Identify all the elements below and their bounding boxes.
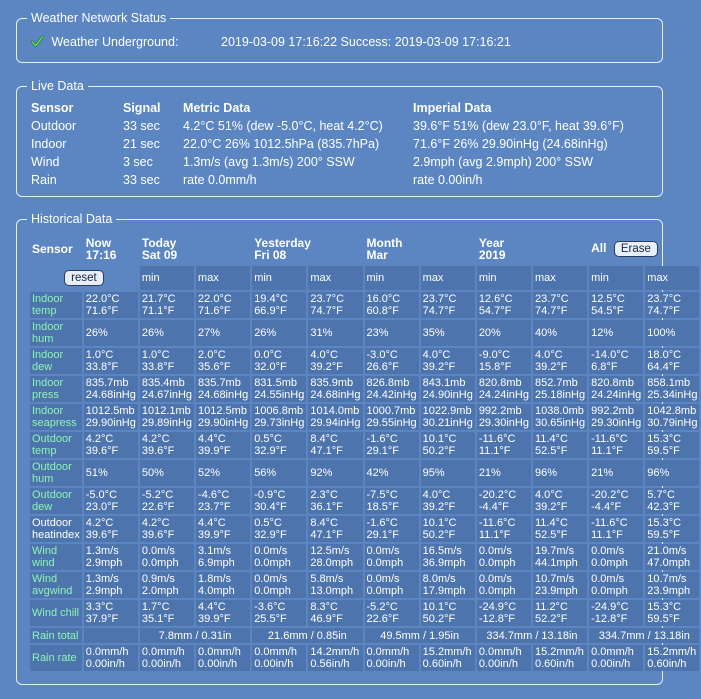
hist-value-cell: 0.5°C 32.9°F <box>252 432 306 458</box>
hist-value-cell: 12.5m/s 28.0mph <box>308 544 362 570</box>
hist-value-cell: 11.2°C 52.2°F <box>533 600 587 626</box>
network-status-panel <box>16 11 663 63</box>
hist-period-header-row <box>30 234 699 264</box>
hist-value-cell: 22.0°C 71.6°F <box>196 292 250 318</box>
hist-value-cell: 0.0m/s 0.0mph <box>252 572 306 598</box>
live-row <box>31 135 653 153</box>
hist-value-cell: 21.0m/s 47.0mph <box>645 544 699 570</box>
hist-value-cell: 4.2°C 39.6°F <box>140 432 194 458</box>
hist-value-cell: 23.7°C 74.7°F <box>421 292 475 318</box>
hist-value-cell: -11.6°C 11.1°F <box>477 516 531 542</box>
hist-value-cell: 14.2mm/h 0.56in/h <box>308 645 362 671</box>
hist-value-cell: 10.1°C 50.2°F <box>421 432 475 458</box>
hist-value-cell: 0.0m/s 0.0mph <box>365 572 419 598</box>
hist-value-cell: 0.5°C 32.9°F <box>252 516 306 542</box>
hist-value-cell: 4.0°C 39.2°F <box>421 488 475 514</box>
hist-header-all <box>589 234 699 264</box>
hist-header-today: Today Sat 09 <box>141 236 178 262</box>
hist-value-cell: 15.2mm/h 0.60in/h <box>533 645 587 671</box>
hist-value-cell: 96% <box>645 460 699 486</box>
hist-max-header: max <box>645 266 699 290</box>
reset-button[interactable]: reset <box>64 270 104 286</box>
live-header-row <box>31 99 653 117</box>
hist-row-label[interactable]: Indoor temp <box>30 292 82 318</box>
hist-value-cell: 26% <box>84 320 138 346</box>
hist-value-cell: 23.7°C 74.7°F <box>533 292 587 318</box>
hist-value-cell: -11.6°C 11.1°F <box>589 432 643 458</box>
hist-value-cell: 15.3°C 59.5°F <box>645 600 699 626</box>
live-metric: 22.0°C 26% 1012.5hPa (835.7hPa) <box>183 137 380 151</box>
hist-value-cell: 0.0m/s 0.0mph <box>477 544 531 570</box>
hist-value-cell: 992.2mb 29.30inHg <box>478 405 529 429</box>
live-header-signal: Signal <box>123 101 161 115</box>
hist-value-cell: 8.4°C 47.1°F <box>308 432 362 458</box>
hist-row <box>30 320 699 346</box>
hist-row <box>30 292 699 318</box>
hist-value-cell: 23.7°C 74.7°F <box>308 292 362 318</box>
hist-value-cell: 56% <box>252 460 306 486</box>
hist-value-cell: 11.4°C 52.5°F <box>533 516 587 542</box>
hist-value-cell: 26% <box>140 320 194 346</box>
live-imperial: 2.9mph (avg 2.9mph) 200° SSW <box>413 155 594 169</box>
live-metric: rate 0.0mm/h <box>183 173 257 187</box>
live-signal: 33 sec <box>123 119 160 133</box>
hist-value-cell: 96% <box>533 460 587 486</box>
network-service-status: 2019-03-09 17:16:22 Success: 2019-03-09 17:16:21 <box>221 35 511 49</box>
rain-total-value: 334.7mm / 13.18in <box>477 628 587 643</box>
hist-value-cell: 12.5°C 54.5°F <box>589 292 643 318</box>
hist-value-cell: 0.0m/s 0.0mph <box>252 544 306 570</box>
hist-value-cell: 40% <box>533 320 587 346</box>
hist-value-cell: 858.1mb 25.34inHg <box>647 377 698 401</box>
hist-value-cell: 10.7m/s 23.9mph <box>645 572 699 598</box>
hist-value-cell: 1014.0mb 29.94inHg <box>310 405 361 429</box>
hist-value-cell: 4.4°C 39.9°F <box>196 432 250 458</box>
hist-value-cell: 0.0mm/h 0.00in/h <box>196 645 250 671</box>
hist-value-cell: 852.7mb 25.18inHg <box>534 377 586 401</box>
hist-value-cell: 4.4°C 39.9°F <box>196 516 250 542</box>
hist-max-header: max <box>421 266 475 290</box>
hist-value-cell: 1000.7mb 29.55inHg <box>366 405 417 429</box>
hist-value-cell: 0.9m/s 2.0mph <box>140 572 194 598</box>
live-header-imperial: Imperial Data <box>413 101 492 115</box>
hist-value-cell: 92% <box>308 460 362 486</box>
hist-value-cell: 1.3m/s 2.9mph <box>84 572 138 598</box>
hist-value-cell: 12.6°C 54.7°F <box>477 292 531 318</box>
hist-row <box>30 376 699 402</box>
live-signal: 3 sec <box>123 155 153 169</box>
hist-value-cell: 23.7°C 74.7°F <box>645 292 699 318</box>
hist-value-cell: 31% <box>308 320 362 346</box>
hist-value-cell: 42% <box>365 460 419 486</box>
hist-minmax-header-row <box>30 266 699 290</box>
hist-value-cell: 5.7°C 42.3°F <box>645 488 699 514</box>
hist-value-cell: 51% <box>84 460 138 486</box>
hist-value-cell: 835.9mb 24.68inHg <box>310 377 361 401</box>
hist-value-cell: 1006.8mb 29.73inHg <box>254 405 305 429</box>
hist-value-cell: 831.5mb 24.55inHg <box>254 377 305 401</box>
live-row <box>31 117 653 135</box>
hist-row-label[interactable]: Outdoor temp <box>30 432 82 458</box>
hist-value-cell: 0.0mm/h 0.00in/h <box>365 645 419 671</box>
network-status-legend: Weather Network Status <box>27 10 170 26</box>
hist-value-cell: 19.4°C 66.9°F <box>252 292 306 318</box>
hist-value-cell: 1.3m/s 2.9mph <box>84 544 138 570</box>
hist-value-cell: 50% <box>140 460 194 486</box>
hist-value-cell: -20.2°C -4.4°F <box>589 488 643 514</box>
live-header-metric: Metric Data <box>183 101 251 115</box>
hist-value-cell: 0.0m/s 0.0mph <box>365 544 419 570</box>
hist-value-cell: 5.8m/s 13.0mph <box>308 572 362 598</box>
hist-value-cell: 820.8mb 24.24inHg <box>478 377 529 401</box>
hist-max-header: max <box>308 266 362 290</box>
hist-value-cell: 18.0°C 64.4°F <box>645 348 699 374</box>
hist-value-cell: 4.2°C 39.6°F <box>140 516 194 542</box>
hist-value-cell: 820.8mb 24.24inHg <box>591 377 642 401</box>
hist-value-cell: -9.0°C 15.8°F <box>477 348 531 374</box>
hist-value-cell: 0.0m/s 0.0mph <box>589 572 643 598</box>
rain-total-now-empty <box>84 628 138 643</box>
hist-value-cell: 1.0°C 33.8°F <box>84 348 138 374</box>
hist-header-all-label: All <box>591 241 607 255</box>
hist-value-cell: 16.0°C 60.8°F <box>365 292 419 318</box>
hist-value-cell: -5.2°C 22.6°F <box>365 600 419 626</box>
hist-header-yesterday: Yesterday Fri 08 <box>254 236 311 262</box>
hist-value-cell: 0.0m/s 0.0mph <box>589 544 643 570</box>
hist-value-cell: 1042.8mb 30.79inHg <box>647 405 698 429</box>
hist-min-header: min <box>140 266 194 290</box>
hist-value-cell: 0.0mm/h 0.00in/h <box>140 645 194 671</box>
hist-reset-cell <box>30 266 138 290</box>
hist-value-cell: 4.0°C 39.2°F <box>308 348 362 374</box>
hist-value-cell: 992.2mb 29.30inHg <box>591 405 642 429</box>
hist-header-now: Now 17:16 <box>85 236 117 262</box>
hist-value-cell: 835.7mb 24.68inHg <box>85 377 136 401</box>
hist-row <box>30 404 699 430</box>
hist-value-cell: -1.6°C 29.1°F <box>365 516 419 542</box>
live-imperial: 39.6°F 51% (dew 23.0°F, heat 39.6°F) <box>413 119 624 133</box>
hist-value-cell: 0.0m/s 0.0mph <box>477 572 531 598</box>
hist-value-cell: 1012.5mb 29.90inHg <box>85 405 136 429</box>
hist-value-cell: 0.0mm/h 0.00in/h <box>252 645 306 671</box>
hist-row-label[interactable]: Indoor dew <box>30 348 82 374</box>
historical-data-table <box>28 232 701 673</box>
rain-total-value: 334.7mm / 13.18in <box>589 628 699 643</box>
hist-value-cell: 95% <box>421 460 475 486</box>
hist-row-label[interactable]: Wind avgwind <box>30 572 82 598</box>
hist-value-cell: 3.3°C 37.9°F <box>84 600 138 626</box>
hist-value-cell: 10.1°C 50.2°F <box>421 600 475 626</box>
live-row <box>31 171 653 189</box>
hist-value-cell: 835.4mb 24.67inHg <box>141 377 193 401</box>
hist-value-cell: 16.5m/s 36.9mph <box>421 544 475 570</box>
rain-total-value: 21.6mm / 0.85in <box>252 628 362 643</box>
hist-value-cell: 8.3°C 46.9°F <box>308 600 362 626</box>
hist-row-label: Outdoor heatindex <box>32 517 80 541</box>
hist-value-cell: 23% <box>365 320 419 346</box>
hist-value-cell: 1.8m/s 4.0mph <box>196 572 250 598</box>
hist-value-cell: 35% <box>421 320 475 346</box>
live-metric: 4.2°C 51% (dew -5.0°C, heat 4.2°C) <box>183 119 383 133</box>
hist-value-cell: 4.2°C 39.6°F <box>84 432 138 458</box>
hist-value-cell: 835.7mb 24.68inHg <box>198 377 249 401</box>
hist-value-cell: 0.0mm/h 0.00in/h <box>84 645 138 671</box>
live-signal: 21 sec <box>123 137 160 151</box>
hist-value-cell: -11.6°C 11.1°F <box>477 432 531 458</box>
live-data-panel <box>16 79 663 197</box>
erase-button[interactable]: Erase <box>614 241 658 257</box>
hist-value-cell: 4.0°C 39.2°F <box>421 348 475 374</box>
hist-value-cell: 1038.0mb 30.65inHg <box>534 405 586 429</box>
hist-value-cell: 1012.1mb 29.89inHg <box>141 405 193 429</box>
hist-value-cell: 22.0°C 71.6°F <box>84 292 138 318</box>
hist-value-cell: 0.0m/s 0.0mph <box>140 544 194 570</box>
live-row <box>31 153 653 171</box>
hist-value-cell: 15.3°C 59.5°F <box>645 432 699 458</box>
hist-value-cell: 826.8mb 24.42inHg <box>366 377 417 401</box>
hist-value-cell: 21% <box>477 460 531 486</box>
hist-value-cell: -0.9°C 30.4°F <box>252 488 306 514</box>
hist-value-cell: 15.2mm/h 0.60in/h <box>645 645 699 671</box>
live-signal: 33 sec <box>123 173 160 187</box>
hist-value-cell: 10.7m/s 23.9mph <box>533 572 587 598</box>
hist-row-label[interactable]: Indoor hum <box>30 320 82 346</box>
hist-row <box>30 348 699 374</box>
hist-value-cell: 2.3°C 36.1°F <box>308 488 362 514</box>
hist-value-cell: -20.2°C -4.4°F <box>477 488 531 514</box>
hist-max-header: max <box>196 266 250 290</box>
hist-value-cell: -5.2°C 22.6°F <box>140 488 194 514</box>
hist-value-cell: 8.0m/s 17.9mph <box>421 572 475 598</box>
network-service-label: Weather Underground: <box>51 35 179 49</box>
hist-row-label[interactable]: Wind chill <box>30 600 82 626</box>
hist-value-cell: 11.4°C 52.5°F <box>533 432 587 458</box>
live-sensor: Outdoor <box>31 119 77 133</box>
hist-row <box>30 488 699 514</box>
hist-value-cell: -4.6°C 23.7°F <box>196 488 250 514</box>
hist-value-cell: 20% <box>477 320 531 346</box>
hist-value-cell: -24.9°C -12.8°F <box>589 600 643 626</box>
hist-min-header: min <box>589 266 643 290</box>
hist-value-cell: 15.2mm/h 0.60in/h <box>421 645 475 671</box>
hist-value-cell: 26% <box>252 320 306 346</box>
hist-value-cell: -14.0°C 6.8°F <box>589 348 643 374</box>
hist-value-cell: 21.7°C 71.1°F <box>140 292 194 318</box>
hist-value-cell: 843.1mb 24.90inHg <box>422 377 473 401</box>
hist-value-cell: 0.0mm/h 0.00in/h <box>477 645 531 671</box>
hist-value-cell: 1022.9mb 30.21inHg <box>422 405 473 429</box>
hist-value-cell: 12% <box>589 320 643 346</box>
hist-value-cell: -3.6°C 25.5°F <box>252 600 306 626</box>
hist-value-cell: 0.0°C 32.0°F <box>252 348 306 374</box>
hist-value-cell: 8.4°C 47.1°F <box>308 516 362 542</box>
hist-row-label[interactable]: Indoor press <box>30 376 82 402</box>
hist-row <box>30 572 699 598</box>
rain-total-value: 7.8mm / 0.31in <box>140 628 250 643</box>
live-imperial: rate 0.00in/h <box>413 173 483 187</box>
hist-value-cell: 15.3°C 59.5°F <box>645 516 699 542</box>
hist-value-cell: -11.6°C 11.1°F <box>589 516 643 542</box>
network-status-row <box>31 35 511 49</box>
hist-value-cell: 1.7°C 35.1°F <box>140 600 194 626</box>
checkmark-icon <box>31 35 44 48</box>
hist-value-cell: 21% <box>589 460 643 486</box>
rain-total-label[interactable]: Rain total <box>30 628 82 643</box>
live-data-legend: Live Data <box>27 78 88 94</box>
hist-value-cell: 52% <box>196 460 250 486</box>
hist-value-cell: 0.0mm/h 0.00in/h <box>589 645 643 671</box>
hist-value-cell: 100% <box>645 320 699 346</box>
rain-total-value: 49.5mm / 1.95in <box>365 628 475 643</box>
hist-header-year: Year 2019 <box>478 236 506 262</box>
hist-value-cell: 4.4°C 39.9°F <box>196 600 250 626</box>
live-sensor: Wind <box>31 155 60 169</box>
hist-value-cell: 10.1°C 50.2°F <box>421 516 475 542</box>
hist-row <box>30 516 699 542</box>
hist-max-header: max <box>533 266 587 290</box>
hist-value-cell: -7.5°C 18.5°F <box>365 488 419 514</box>
hist-value-cell: 2.0°C 35.6°F <box>196 348 250 374</box>
hist-value-cell: -1.6°C 29.1°F <box>365 432 419 458</box>
hist-row <box>30 432 699 458</box>
hist-value-cell: 3.1m/s 6.9mph <box>196 544 250 570</box>
live-header-sensor: Sensor <box>31 101 74 115</box>
hist-header-month: Month Mar <box>366 236 403 262</box>
hist-value-cell: 4.0°C 39.2°F <box>533 348 587 374</box>
live-sensor: Rain <box>31 173 57 187</box>
hist-value-cell: 1.0°C 33.8°F <box>140 348 194 374</box>
hist-row <box>30 460 699 486</box>
hist-row <box>30 600 699 626</box>
live-imperial: 71.6°F 26% 29.90inHg (24.68inHg) <box>413 137 608 151</box>
hist-min-header: min <box>477 266 531 290</box>
hist-value-cell: -24.9°C -12.8°F <box>477 600 531 626</box>
hist-min-header: min <box>365 266 419 290</box>
hist-row-label[interactable]: Wind wind <box>30 544 82 570</box>
hist-value-cell: 4.0°C 39.2°F <box>533 488 587 514</box>
hist-row-label[interactable]: Outdoor hum <box>30 460 82 486</box>
hist-value-cell: -3.0°C 26.6°F <box>365 348 419 374</box>
hist-row-rain-rate <box>30 645 699 671</box>
hist-row-label[interactable]: Outdoor dew <box>30 488 82 514</box>
hist-row <box>30 544 699 570</box>
hist-header-sensor: Sensor <box>32 242 73 256</box>
hist-value-cell: 4.2°C 39.6°F <box>84 516 138 542</box>
live-data-table <box>31 99 653 189</box>
hist-min-header: min <box>252 266 306 290</box>
hist-value-cell: -5.0°C 23.0°F <box>84 488 138 514</box>
historical-data-panel <box>16 212 698 685</box>
live-metric: 1.3m/s (avg 1.3m/s) 200° SSW <box>183 155 355 169</box>
historical-data-legend: Historical Data <box>27 211 116 227</box>
hist-row-rain-total <box>30 628 699 643</box>
live-sensor: Indoor <box>31 137 67 151</box>
hist-value-cell: 1012.5mb 29.90inHg <box>198 405 249 429</box>
hist-row-label[interactable]: Indoor seapress <box>30 404 82 430</box>
rain-rate-label[interactable]: Rain rate <box>30 645 82 671</box>
hist-value-cell: 19.7m/s 44.1mph <box>533 544 587 570</box>
hist-value-cell: 27% <box>196 320 250 346</box>
